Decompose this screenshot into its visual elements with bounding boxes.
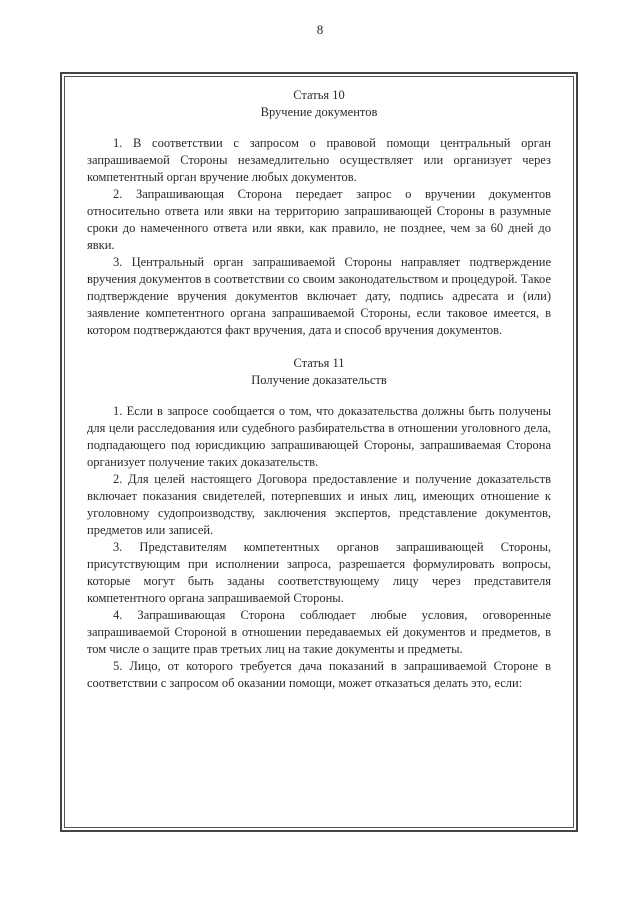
paragraph: 3. Центральный орган запрашиваемой Стороны направляет подтверждение вручения документов в соответствии со своим законодательством и процедурой. Такое подтверждение вручения документов включает дату, подпись адресата и (или) заявление компетентного органа запрашиваемой Стороны, если таковое имеется, в котором подтверждаются факт вручения, дата и способ вручения документов. (87, 255, 551, 337)
article-number: Статья 10 (293, 88, 345, 102)
page-number: 8 (316, 22, 324, 37)
article-10-body (87, 135, 551, 339)
article-11-heading (87, 355, 551, 389)
paragraph: 2. Для целей настоящего Договора предоставление и получение доказательств включает показания свидетелей, потерпевших и иных лиц, имеющих отношение к уголовному судопроизводству, заключения экспертов, представление документов, предметов или записей. (87, 472, 551, 537)
article-title: Вручение документов (260, 105, 378, 119)
paragraph: 1. Если в запросе сообщается о том, что доказательства должны быть получены для цели расследования или судебного разбирательства в отношении уголовного дела, подпадающего под юрисдикцию запрашивающей Стороны, запрашиваемая Сторона организует получение таких доказательств. (87, 404, 551, 469)
paragraph: 5. Лицо, от которого требуется дача показаний в запрашиваемой Стороне в соответствии с запросом об оказании помощи, может отказаться делать это, если: (87, 659, 551, 690)
document-body (64, 76, 574, 828)
paragraph: 3. Представителям компетентных органов запрашивающей Стороны, присутствующим при исполнении запроса, разрешается формулировать вопросы, которые могут быть заданы соответствующему лицу через представителя компетентного органа запрашиваемой Стороны. (87, 540, 551, 605)
paragraph: 1. В соответствии с запросом о правовой помощи центральный орган запрашиваемой Стороны незамедлительно осуществляет или организует через компетентный орган вручение любых документов. (87, 136, 551, 184)
article-11-body (87, 403, 551, 692)
paragraph: 2. Запрашивающая Сторона передает запрос о вручении документов относительно ответа или явки на территорию запрашивающей Стороны в разумные сроки до намеченного ответа или явки, как правило, не позднее, чем за 60 дней до явки. (87, 187, 551, 252)
article-number: Статья 11 (293, 356, 345, 370)
paragraph: 4. Запрашивающая Сторона соблюдает любые условия, оговоренные запрашиваемой Стороной в отношении передаваемых ей документов и предметов, в том числе о защите прав третьих лиц на такие документы и предметы. (87, 608, 551, 656)
article-title: Получение доказательств (251, 373, 387, 387)
article-10-heading (87, 87, 551, 121)
